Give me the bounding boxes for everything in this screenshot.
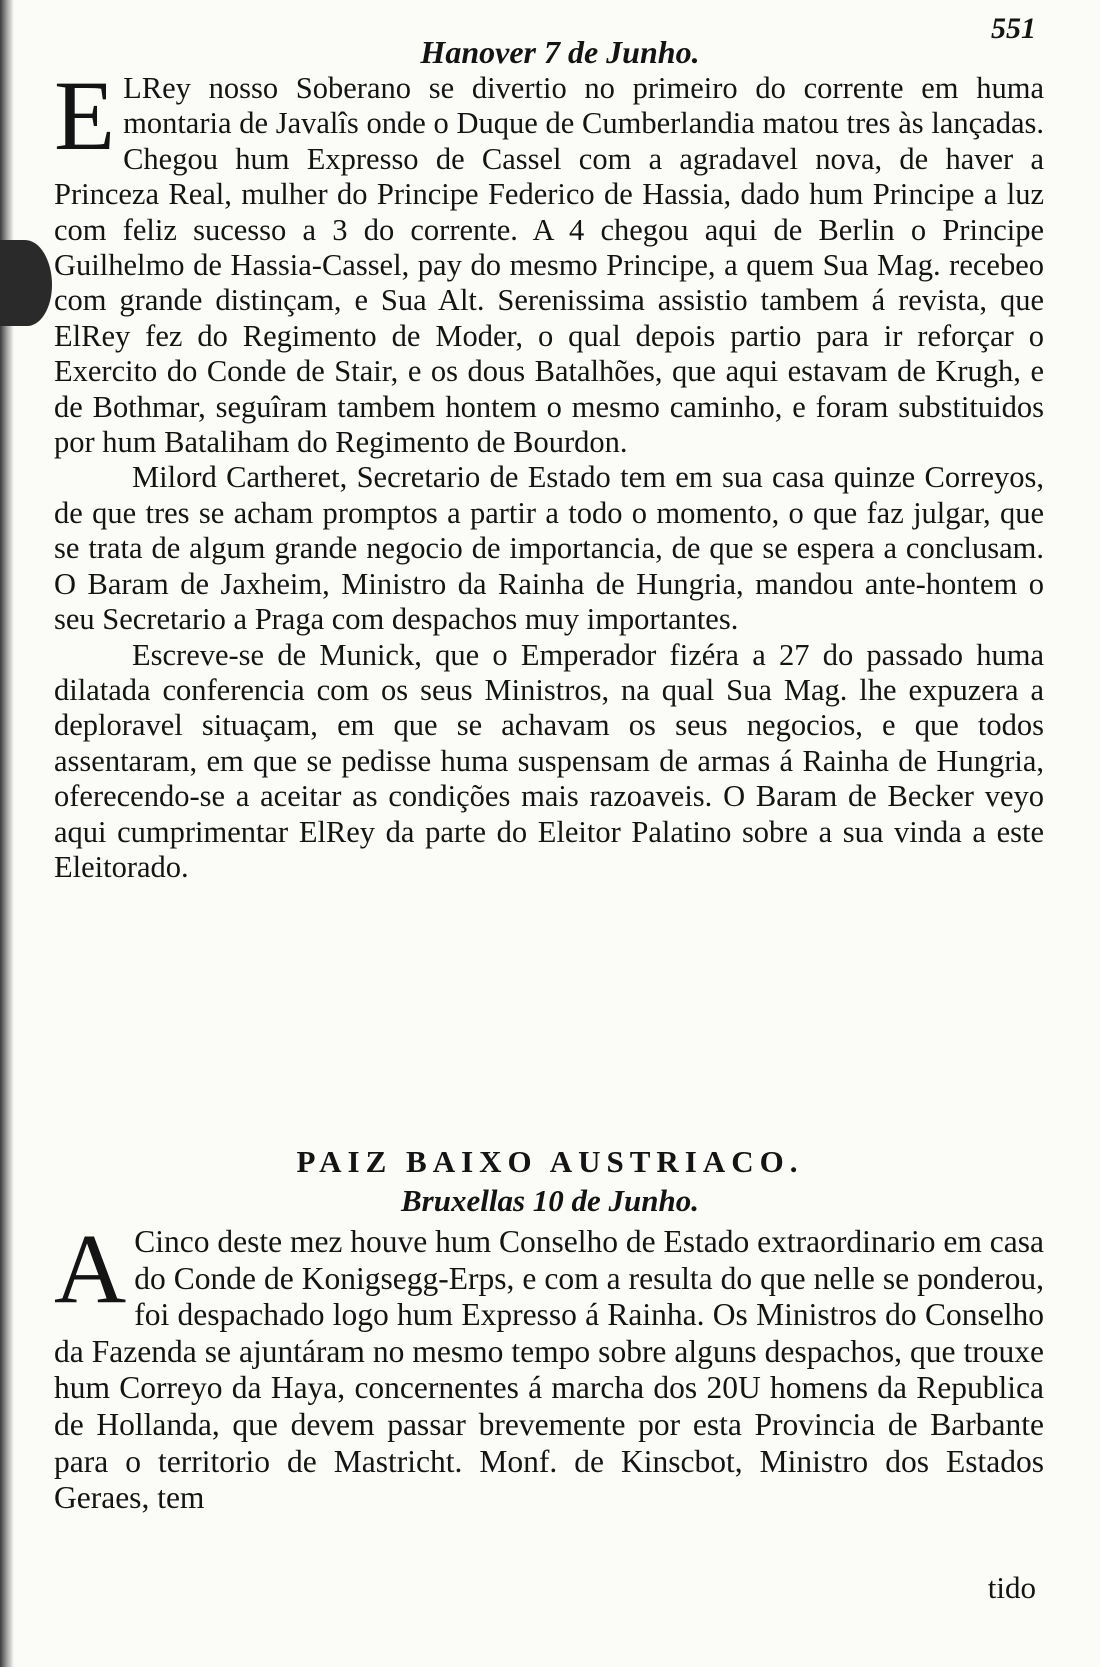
dateline-hanover: Hanover 7 de Junho.: [420, 34, 700, 70]
dateline-bruxellas: Bruxellas 10 de Junho.: [400, 1183, 699, 1218]
drop-cap-e: E: [54, 60, 116, 171]
section-title: PAIZ BAIXO AUSTRIACO.: [296, 1144, 804, 1179]
ink-stain: [0, 240, 52, 326]
article-hanover: [54, 60, 1044, 885]
paragraph-hanover-1: [54, 60, 1044, 460]
page-number: 551: [991, 12, 1036, 45]
drop-cap-a: A: [54, 1213, 127, 1324]
paragraph-bruxellas: [54, 1213, 1044, 1517]
article-bruxellas: [54, 1213, 1044, 1517]
paragraph-hanover-2: Milord Cartheret, Secretario de Estado tem em sua casa quinze Correyos, de que tres se acham promptos a partir a todo o momento, o que faz julgar, que se trata de algum grande negocio de importancia, de que se espera a conclusam. O Baram de Jaxheim, Ministro da Rainha de Hungria, mandou ante-hontem o seu Secretario a Praga com despachos muy importantes.: [54, 460, 1044, 637]
paragraph-hanover-3: Escreve-se de Munick, que o Emperador fizéra a 27 do passado huma dilatada conferencia com os seus Ministros, na qual Sua Mag. lhe expuzera a deploravel situaçam, em que se achavam os seus negocios, e que todos assentaram, em que se pedisse huma suspensam de armas á Rainha de Hungria, oferecendo-se a aceitar as condições mais razoaveis. O Baram de Becker veyo aqui cumprimentar ElRey da parte do Eleitor Palatino sobre a sua vinda a este Eleitorado.: [54, 637, 1044, 884]
paragraph-text: Cinco deste mez houve hum Conselho de Estado extraordinario em casa do Conde de Konigsegg-Erps, e com a resulta do que nelle se ponderou, foi despachado logo hum Expresso á Rainha. Os Ministros do Conselho da Fazenda se ajuntáram no mesmo tempo sobre alguns despachos, que trouxe hum Correyo da Haya, concernentes á marcha dos 20U homens da Republica de Hollanda, que devem passar brevemente por esta Provincia de Barbante para o territorio de Mastricht. Monf. de Kinscbot, Ministro dos Estados Geraes, tem: [54, 1224, 1044, 1516]
catchword: tido: [987, 1570, 1036, 1605]
paragraph-text: LRey nosso Soberano se divertio no primeiro do corrente em huma montaria de Javalîs onde o Duque de Cumberlandia matou tres às lançadas. Chegou hum Expresso de Cassel com a agradavel nova, de haver a Princeza Real, mulher do Principe Federico de Hassia, dado hum Principe a luz com feliz sucesso a 3 do corrente. A 4 chegou aqui de Berlin o Principe Guilhelmo de Hassia-Cassel, pay do mesmo Principe, a quem Sua Mag. recebeo com grande distinçam, e Sua Alt. Serenissima assistio tambem á revista, que ElRey fez do Regimento de Moder, o qual depois partio para ir reforçar o Exercito do Conde de Stair, e os dous Batalhões, que aqui estavam de Krugh, e de Bothmar, seguîram tambem hontem o mesmo caminho, e foram substituidos por hum Bataliham do Regimento de Bourdon.: [54, 71, 1044, 460]
